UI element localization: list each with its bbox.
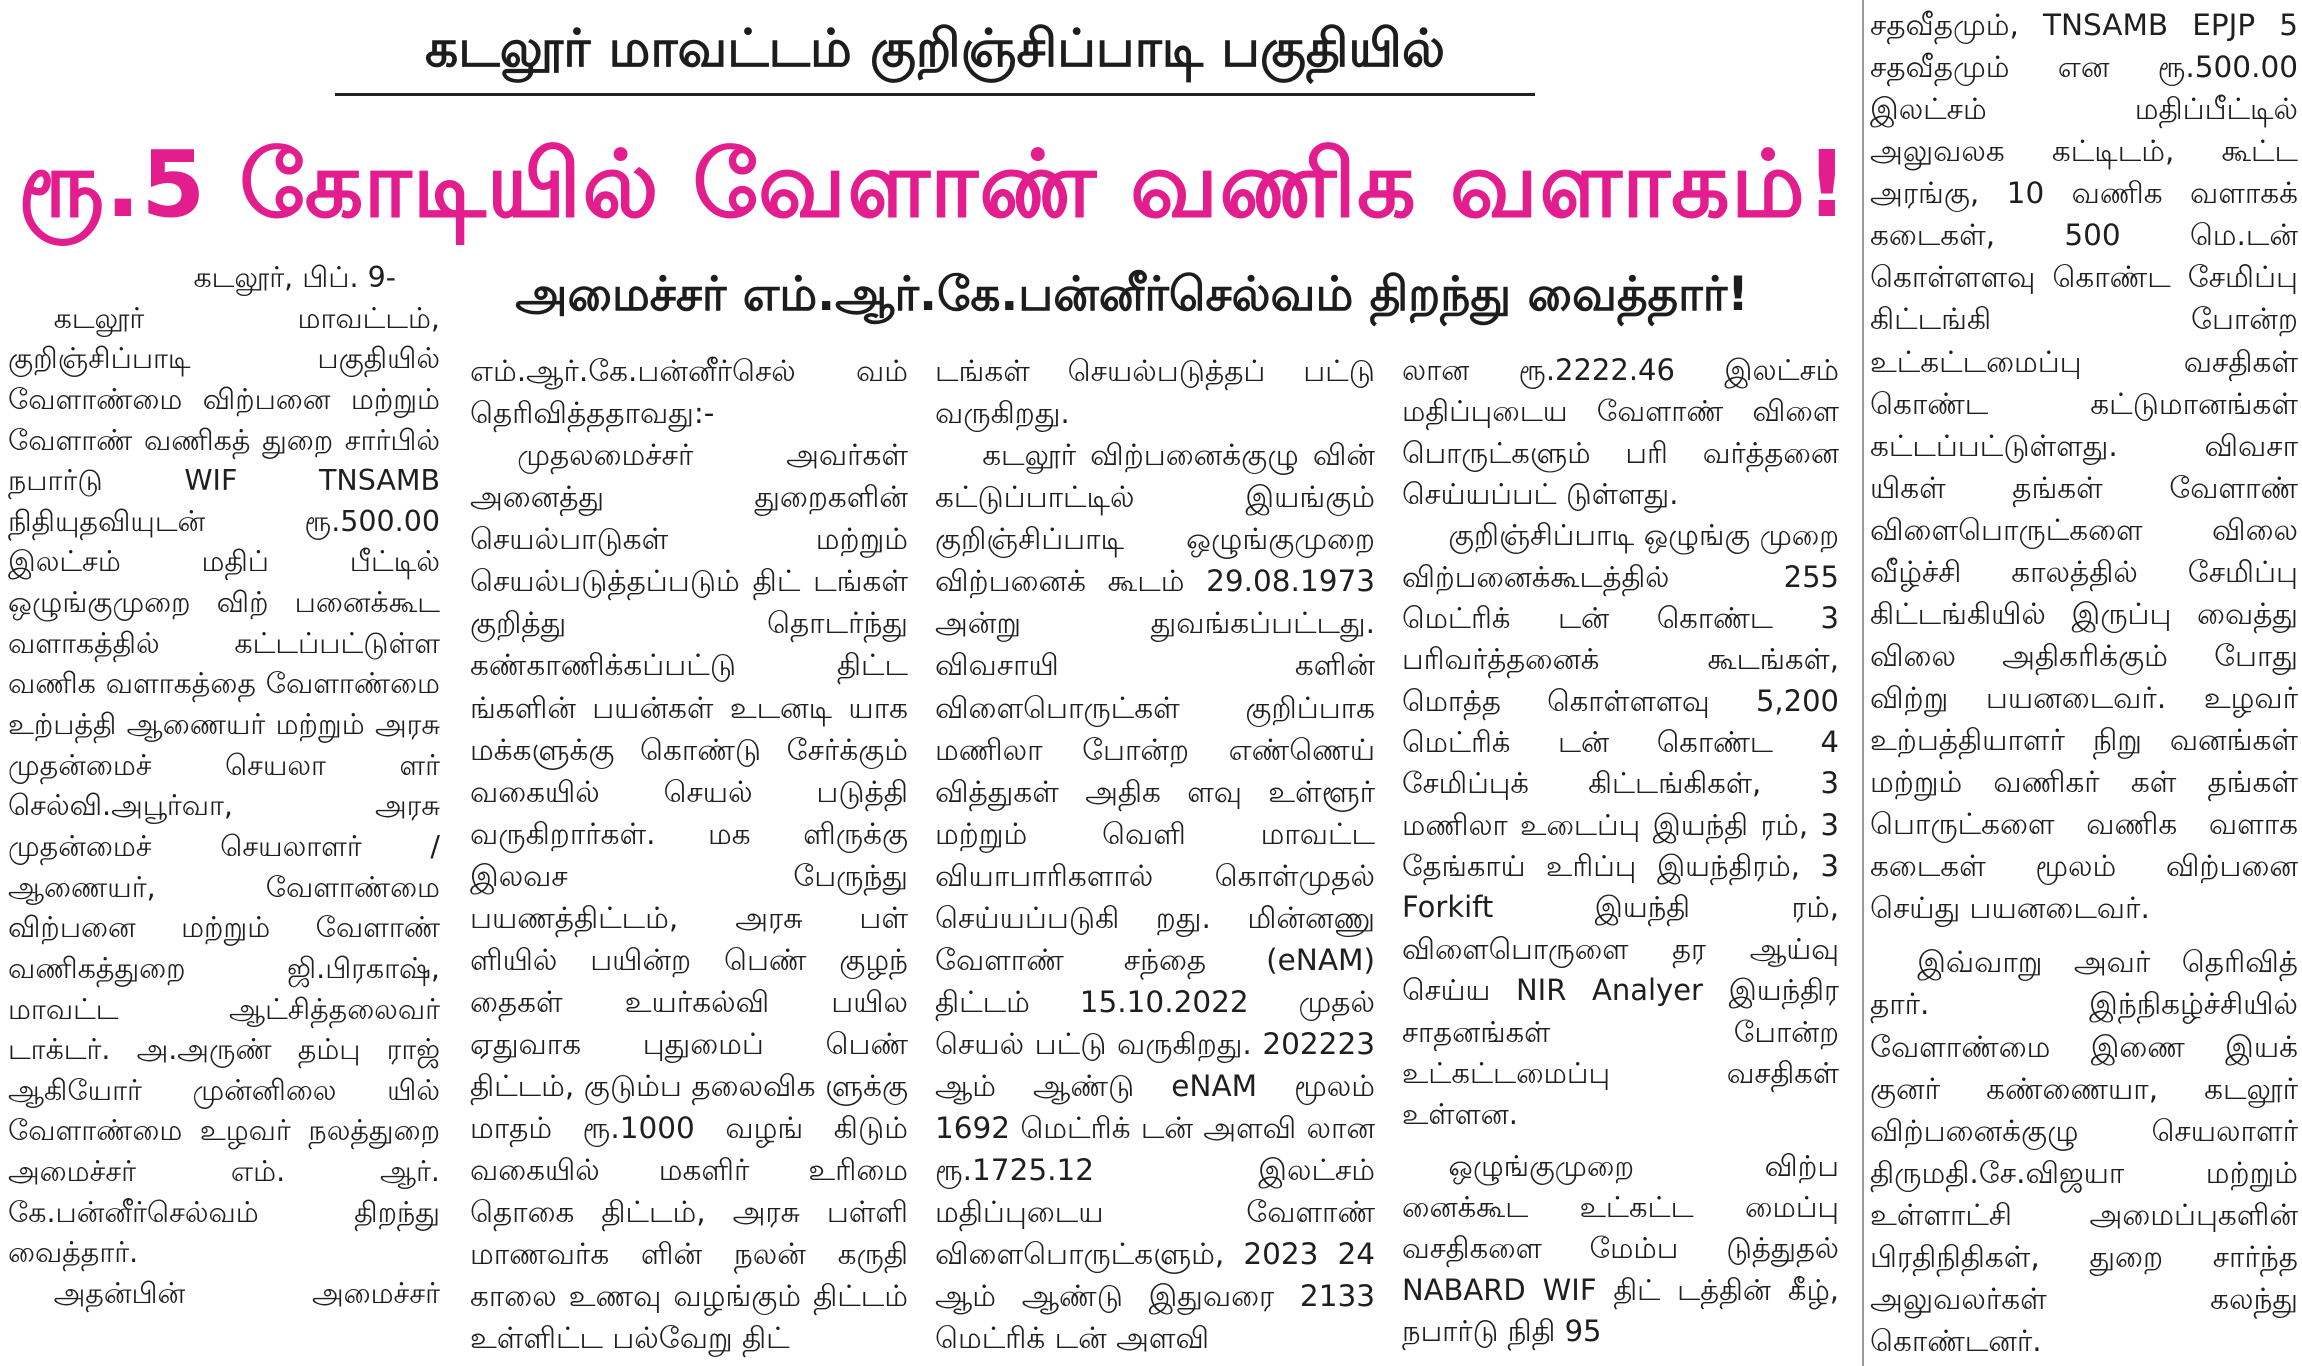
kicker-headline: கடலூர் மாவட்டம் குறிஞ்சிப்பாடி பகுதியில்	[424, 19, 1446, 79]
body-paragraph: கடலூர் மாவட்டம், குறிஞ்சிப்பாடி பகுதியில் வேளாண்மை விற்பனை மற்றும் வேளாண் வணிகத் துறை சார்பில் நபார்டு WIF TNSAMB நிதியுதவியுடன் ரூ.500.00 இலட்சம் மதிப் பீட்டில் ஒழுங்குமுறை விற் பனைக்கூட வளாகத்தில் கட்டப்பட்டுள்ள வணிக வளாகத்தை வேளாண்மை உற்பத்தி ஆணையர் மற்றும் அரசு முதன்மைச் செயலா ளர் செல்வி.அபூர்வா, அரசு முதன்மைச் செயலாளர் / ஆணையர், வேளாண்மை விற்பனை மற்றும் வேளாண் வணிகத்துறை ஜி.பிரகாஷ், மாவட்ட ஆட்சித்தலைவர் டாக்டர். அ.அருண் தம்பு ராஜ் ஆகியோர் முன்னிலை யில் வேளாண்மை உழவர் நலத்துறை அமைச்சர் எம். ஆர். கே.பன்னீர்செல்வம் திறந்து வைத்தார்.	[8, 301, 440, 1270]
dateline: கடலூர், பிப். 9-	[193, 261, 396, 294]
body-paragraph: ஒழுங்குமுறை விற்ப னைக்கூட உட்கட்ட மைப்பு வசதிகளை மேம்ப டுத்துதல் NABARD WIF திட் டத்தின் கீழ், நபார்டு நிதி 95	[1402, 1148, 1839, 1348]
column-divider	[1862, 0, 1864, 1366]
body-paragraph: எம்.ஆர்.கே.பன்னீர்செல் வம் தெரிவித்ததாவது:-	[470, 354, 908, 431]
article-column-1	[8, 258, 440, 1366]
article-column-2	[470, 350, 908, 1366]
body-paragraph: டங்கள் செயல்படுத்தப் பட்டு வருகிறது.	[935, 354, 1375, 431]
body-paragraph: சதவீதமும், TNSAMB EPJP 5 சதவீதமும் என ரூ.500.00 இலட்சம் மதிப்பீட்டில் அலுவலக கட்டிடம், கூட்ட அரங்கு, 10 வணிக வளாகக் கடைகள், 500 மெ.டன் கொள்ளளவு கொண்ட சேமிப்பு கிட்டங்கி போன்ற உட்கட்டமைப்பு வசதிகள் கொண்ட கட்டுமானங்கள் கட்டப்பட்டுள்ளது. விவசா யிகள் தங்கள் வேளாண் விளைபொருட்களை விலை வீழ்ச்சி காலத்தில் சேமிப்பு கிட்டங்கியில் இருப்பு வைத்து விலை அதிகரிக்கும் போது விற்று பயனடைவர். உழவர் உற்பத்தியாளர் நிறு வனங்கள் மற்றும் வணிகர் கள் தங்கள் பொருட்களை வணிக வளாக கடைகள் மூலம் விற்பனை செய்து பயனடைவர்.	[1870, 8, 2298, 926]
body-paragraph: அதன்பின் அமைச்சர்	[53, 1277, 440, 1311]
body-paragraph: முதலமைச்சர் அவர்கள் அனைத்து துறைகளின் செயல்பாடுகள் மற்றும் செயல்படுத்தப்படும் திட் டங்கள் குறித்து தொடர்ந்து கண்காணிக்கப்பட்டு திட்ட ங்களின் பயன்கள் உடனடி யாக மக்களுக்கு கொண்டு சேர்க்கும் வகையில் செயல் படுத்தி வருகிறார்கள். மக ளிருக்கு இலவச பேருந்து பயணத்திட்டம், அரசு பள் ளியில் பயின்ற பெண் குழந் தைகள் உயர்கல்வி பயில ஏதுவாக புதுமைப் பெண் திட்டம், குடும்ப தலைவிக ளுக்கு மாதம் ரூ.1000 வழங் கிடும் வகையில் மகளிர் உரிமை தொகை திட்டம், அரசு பள்ளி மாணவர்க ளின் நலன் கருதி காலை உணவு வழங்கும் திட்டம் உள்ளிட்ட பல்வேறு திட்	[470, 438, 908, 1356]
body-paragraph: கடலூர் விற்பனைக்குழு வின் கட்டுப்பாட்டில் இயங்கும் குறிஞ்சிப்பாடி ஒழுங்குமுறை விற்பனைக் கூடம் 29.08.1973 அன்று துவங்கப்பட்டது. விவசாயி களின் விளைபொருட்கள் குறிப்பாக மணிலா போன்ற எண்ணெய் வித்துகள் அதிக ளவு உள்ளூர் மற்றும் வெளி மாவட்ட வியாபாரிகளால் கொள்முதல் செய்யப்படுகி றது. மின்னணு வேளாண் சந்தை (eNAM) திட்டம் 15.10.2022 முதல் செயல் பட்டு வருகிறது. 202223 ஆம் ஆண்டு eNAM மூலம் 1692 மெட்ரிக் டன் அளவி லான ரூ.1725.12 இலட்சம் மதிப்புடைய வேளாண் விளைபொருட்களும், 2023 24 ஆம் ஆண்டு இதுவரை 2133 மெட்ரிக் டன் அளவி	[935, 438, 1375, 1356]
kicker-underline	[335, 93, 1535, 96]
article-column-4	[1402, 350, 1839, 1366]
sub-headline: அமைச்சர் எம்.ஆர்.கே.பன்னீர்செல்வம் திறந்து வைத்தார்!	[515, 267, 1749, 322]
article-column-3	[935, 350, 1375, 1366]
body-paragraph: இவ்வாறு அவர் தெரிவித் தார். இந்நிகழ்ச்சியில் வேளாண்மை இணை இயக் குனர் கண்ணையா, கடலூர் விற்பனைக்குழு செயலாளர் திருமதி.சே.விஜயா மற்றும் உள்ளாட்சி அமைப்புகளின் பிரதிநிதிகள், துறை சார்ந்த அலுவலர்கள் கலந்து கொண்டனர்.	[1870, 945, 2298, 1358]
main-headline: ரூ.5 கோடியில் வேளாண் வணிக வளாகம்!	[18, 131, 1849, 238]
article-column-5	[1870, 4, 2298, 1366]
body-paragraph: குறிஞ்சிப்பாடி ஒழுங்கு முறை விற்பனைக்கூடத்தில் 255 மெட்ரிக் டன் கொண்ட 3 பரிவர்த்தனைக் கூடங்கள், மொத்த கொள்ளளவு 5,200 மெட்ரிக் டன் கொண்ட 4 சேமிப்புக் கிட்டங்கிகள், 3 மணிலா உடைப்பு இயந்தி ரம், 3 தேங்காய் உரிப்பு இயந்திரம், 3 Forkift இயந்தி ரம், விளைபொருளை தர ஆய்வு செய்ய NIR Analyer இயந்திர சாதனங்கள் போன்ற உட்கட்டமைப்பு வசதிகள் உள்ளன.	[1402, 518, 1839, 1132]
body-paragraph: லான ரூ.2222.46 இலட்சம் மதிப்புடைய வேளாண் விளை பொருட்களும் பரி வர்த்தனை செய்யப்பட் டுள்ளது.	[1402, 353, 1839, 512]
